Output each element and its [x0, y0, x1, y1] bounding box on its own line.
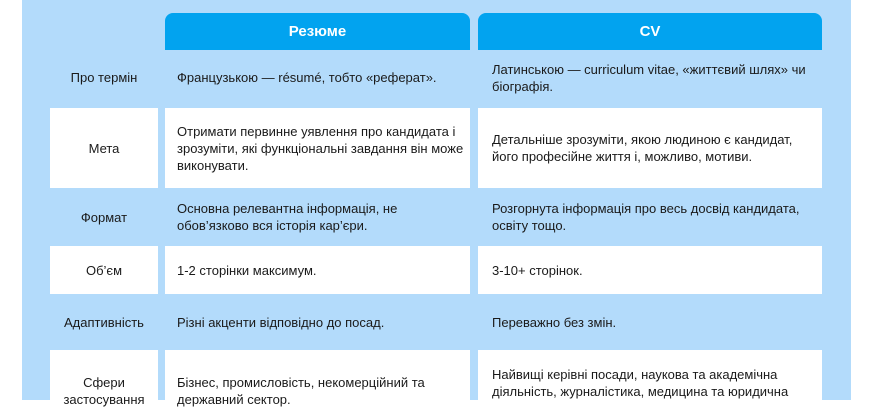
row-label — [50, 50, 158, 105]
resume-cell-text: Французькою — résumé, тобто «реферат». — [177, 70, 437, 85]
cv-cell-text: Найвищі керівні посади, наукова та академічна діяльність, журналістика, медицина та юридична — [492, 367, 789, 399]
resume-cell — [165, 50, 470, 105]
resume-cell — [165, 297, 470, 348]
cv-cell — [478, 297, 822, 348]
resume-cell — [165, 108, 470, 188]
row-label-text: Мета — [88, 140, 120, 156]
resume-cell-text: Бізнес, промисловість, некомерційний та державний сектор. — [177, 375, 425, 407]
row-label — [50, 350, 158, 420]
cv-cell — [478, 108, 822, 188]
header-resume: Резюме — [165, 13, 470, 50]
row-label-text: Про термін — [70, 70, 138, 85]
cv-cell — [478, 350, 822, 420]
cv-cell-text: Латинською — curriculum vitae, «життєвий шлях» чи біографія. — [492, 61, 806, 94]
cv-cell — [478, 190, 822, 244]
cv-cell-text: Детальніше зрозуміти, якою людиною є кандидат, його професійне життя і, можливо, мотиви. — [492, 132, 793, 164]
resume-cell-text: Основна релевантна інформація, не обов’язково вся історія кар’єри. — [177, 201, 398, 233]
resume-cell — [165, 350, 470, 420]
row-label — [50, 190, 158, 244]
row-label-text: Адаптивність — [64, 315, 144, 330]
header-cv: CV — [478, 13, 822, 50]
row-label-text: Формат — [80, 209, 128, 225]
resume-cell-text: Отримати первинне уявлення про кандидата і зрозуміти, які функціональні завдання він може виконувати. — [177, 123, 464, 173]
row-label — [50, 108, 158, 188]
resume-cell — [165, 190, 470, 244]
row-label — [50, 246, 158, 294]
row-label-text: Об’єм — [85, 262, 123, 278]
row-label — [50, 297, 158, 348]
cv-cell — [478, 246, 822, 294]
cv-cell-text: 3-10+ сторінок. — [492, 262, 583, 278]
resume-cell — [165, 246, 470, 294]
row-label-text: Сфери застосування — [63, 375, 145, 407]
resume-cell-text: Різні акценти відповідно до посад. — [177, 315, 385, 330]
resume-cell-text: 1-2 сторінки максимум. — [177, 262, 317, 278]
cv-cell-text: Розгорнута інформація про весь досвід кандидата, освіту тощо. — [492, 201, 800, 233]
cv-cell-text: Переважно без змін. — [492, 315, 617, 330]
cv-cell — [478, 50, 822, 105]
